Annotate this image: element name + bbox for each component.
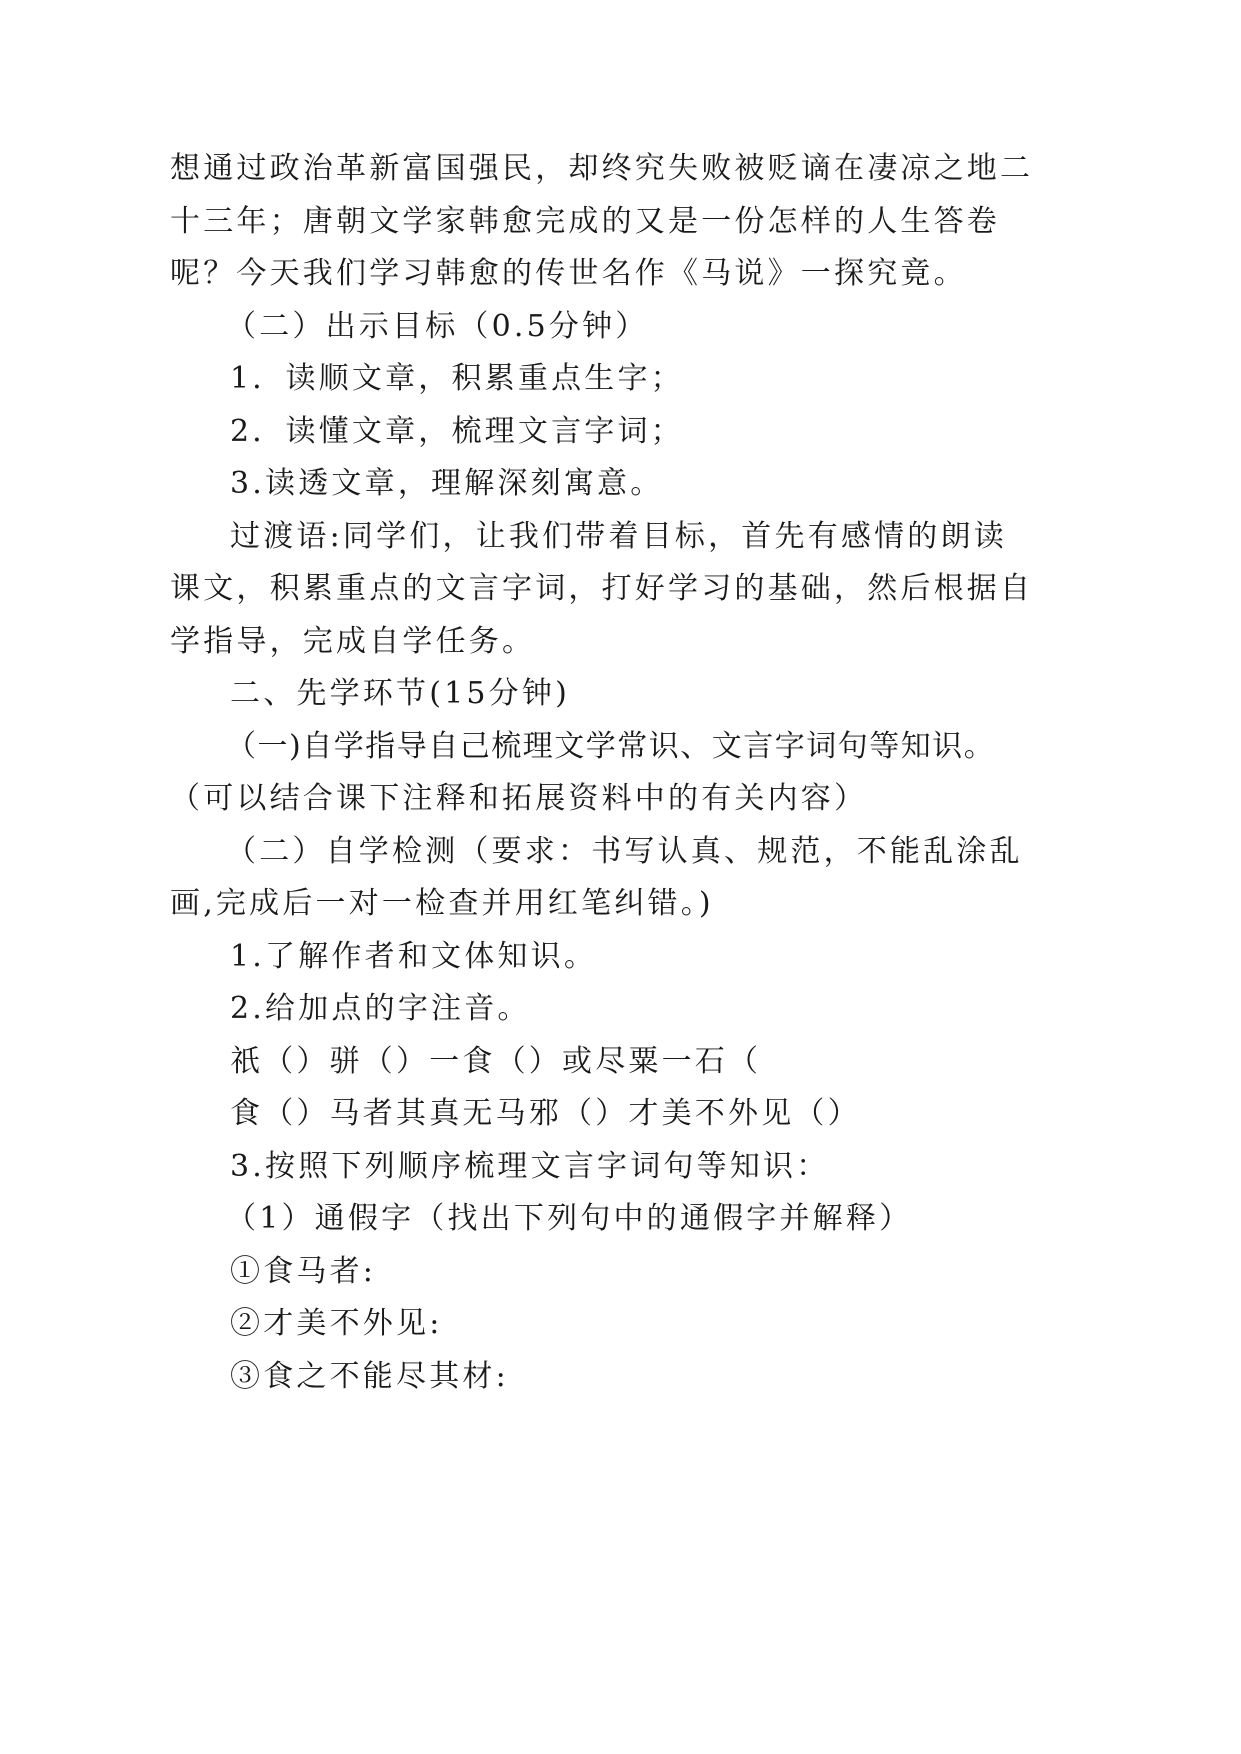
exercise-line: ②才美不外见: bbox=[230, 1306, 443, 1341]
paragraph-line: （一)自学指导自己梳理文学常识、文言字词句等知识。 bbox=[226, 728, 996, 764]
paragraph-line: 十三年；唐朝文学家韩愈完成的又是一份怎样的人生答卷 bbox=[170, 203, 1000, 239]
list-item: 1.了解作者和文体知识。 bbox=[230, 938, 598, 974]
list-item: 2．读懂文章，梳理文言字词； bbox=[230, 413, 684, 449]
list-item: 1．读顺文章，积累重点生字； bbox=[230, 361, 684, 396]
list-item: 3.按照下列顺序梳理文言字词句等知识： bbox=[230, 1148, 830, 1184]
section-heading: 二、先学环节(15分钟) bbox=[230, 676, 570, 711]
list-item: 3.读透文章，理解深刻寓意。 bbox=[230, 466, 664, 501]
exercise-line: 祇（）骈（）一食（）或尽粟一石（ bbox=[230, 1043, 762, 1079]
exercise-line: 食（）马者其真无马邪（）才美不外见（） bbox=[230, 1096, 861, 1131]
paragraph-line: 课文，积累重点的文言字词，打好学习的基础，然后根据自 bbox=[170, 571, 1034, 606]
paragraph-line: 学指导，完成自学任务。 bbox=[170, 623, 536, 659]
subsection-heading: （1）通假字（找出下列句中的通假字并解释） bbox=[226, 1201, 913, 1236]
paragraph-line: 过渡语:同学们，让我们带着目标，首先有感情的朗读 bbox=[230, 518, 1007, 554]
paragraph-line: （二）自学检测（要求：书写认真、规范，不能乱涂乱 bbox=[226, 833, 1023, 869]
body-text bbox=[170, 143, 1034, 1403]
list-item: 2.给加点的字注音。 bbox=[230, 991, 531, 1026]
paragraph-line: 呢？今天我们学习韩愈的传世名作《马说》一探究竟。 bbox=[170, 256, 967, 291]
paragraph-line: （可以结合课下注释和拓展资料中的有关内容） bbox=[170, 781, 868, 816]
paragraph-line: 想通过政治革新富国强民，却终究失败被贬谪在凄凉之地二 bbox=[170, 151, 1034, 186]
section-heading: （二）出示目标（0.5分钟） bbox=[226, 308, 649, 344]
paragraph-line: 画,完成后一对一检查并用红笔纠错。) bbox=[170, 886, 714, 921]
exercise-line: ③食之不能尽其材: bbox=[230, 1358, 509, 1394]
exercise-line: ①食马者: bbox=[230, 1253, 377, 1289]
